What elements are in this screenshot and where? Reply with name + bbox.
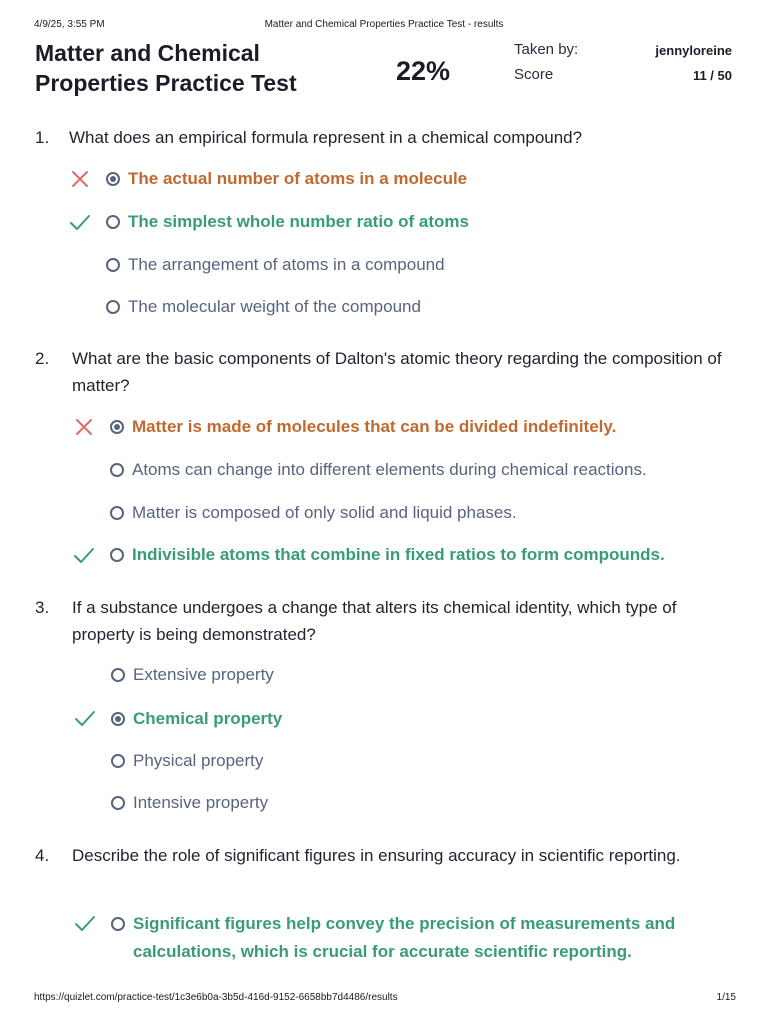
page-title: Matter and Chemical Properties Practice Test — [35, 40, 297, 96]
radio-empty-icon[interactable] — [106, 215, 120, 229]
answer-option-label: Indivisible atoms that combine in fixed ratios to form compounds. — [132, 545, 665, 564]
question-text: What does an empirical formula represent in a chemical compound? — [69, 128, 583, 147]
print-footer — [0, 992, 768, 1006]
correct-check-icon — [74, 707, 96, 729]
score-percent: 22% — [396, 56, 451, 86]
radio-empty-icon[interactable] — [111, 796, 125, 810]
incorrect-cross-icon — [73, 416, 95, 438]
correct-check-icon — [74, 912, 96, 934]
print-date: 4/9/25, 3:55 PM — [34, 19, 105, 30]
question-text: Describe the role of significant figures in ensuring accuracy in scientific reporting. — [72, 846, 681, 865]
question-number: 2. — [35, 349, 50, 368]
answer-option-label: Physical property — [133, 751, 264, 770]
radio-selected-icon[interactable] — [111, 712, 125, 726]
taken-by-label: Taken by: — [514, 41, 579, 58]
question-text: What are the basic components of Dalton's atomic theory regarding the composition of matter? — [72, 349, 722, 395]
answer-option-label: The molecular weight of the compound — [128, 297, 421, 316]
answer-option-label: Matter is made of molecules that can be divided indefinitely. — [132, 417, 617, 436]
radio-empty-icon[interactable] — [111, 917, 125, 931]
print-url: https://quizlet.com/practice-test/1c3e6b0a-3b5d-416d-9152-6658bb7d4486/results — [34, 992, 398, 1003]
radio-empty-icon[interactable] — [106, 300, 120, 314]
print-doc-title: Matter and Chemical Properties Practice Test - results — [264, 19, 504, 30]
question-number: 1. — [35, 128, 50, 147]
answer-option-label: Extensive property — [133, 665, 274, 684]
radio-empty-icon[interactable] — [110, 548, 124, 562]
question-number: 4. — [35, 846, 50, 865]
score-label: Score — [514, 66, 554, 83]
answer-option-label: The simplest whole number ratio of atoms — [128, 212, 469, 231]
answer-option-label: Atoms can change into different elements during chemical reactions. — [132, 460, 647, 479]
incorrect-cross-icon — [69, 168, 91, 190]
radio-empty-icon[interactable] — [111, 668, 125, 682]
answer-option-label: Significant figures help convey the precision of measurements and calculations, which is crucial for accurate scientific reporting. — [133, 914, 676, 961]
print-page-number: 1/15 — [716, 992, 736, 1003]
taken-by-value: jennyloreine — [655, 43, 732, 58]
question-text: If a substance undergoes a change that alters its chemical identity, which type of property is being demonstrated? — [72, 598, 677, 644]
radio-empty-icon[interactable] — [111, 754, 125, 768]
print-header — [0, 19, 768, 33]
correct-check-icon — [73, 544, 95, 566]
answer-option-label: Matter is composed of only solid and liquid phases. — [132, 503, 517, 522]
question-number: 3. — [35, 598, 50, 617]
radio-empty-icon[interactable] — [106, 258, 120, 272]
correct-check-icon — [69, 211, 91, 233]
score-value: 11 / 50 — [692, 68, 732, 83]
answer-option-label: The arrangement of atoms in a compound — [128, 255, 445, 274]
radio-selected-icon[interactable] — [110, 420, 124, 434]
radio-empty-icon[interactable] — [110, 506, 124, 520]
radio-selected-icon[interactable] — [106, 172, 120, 186]
radio-empty-icon[interactable] — [110, 463, 124, 477]
answer-option-label: Intensive property — [133, 793, 269, 812]
answer-option-label: The actual number of atoms in a molecule — [128, 169, 468, 188]
answer-option-label: Chemical property — [133, 709, 283, 728]
